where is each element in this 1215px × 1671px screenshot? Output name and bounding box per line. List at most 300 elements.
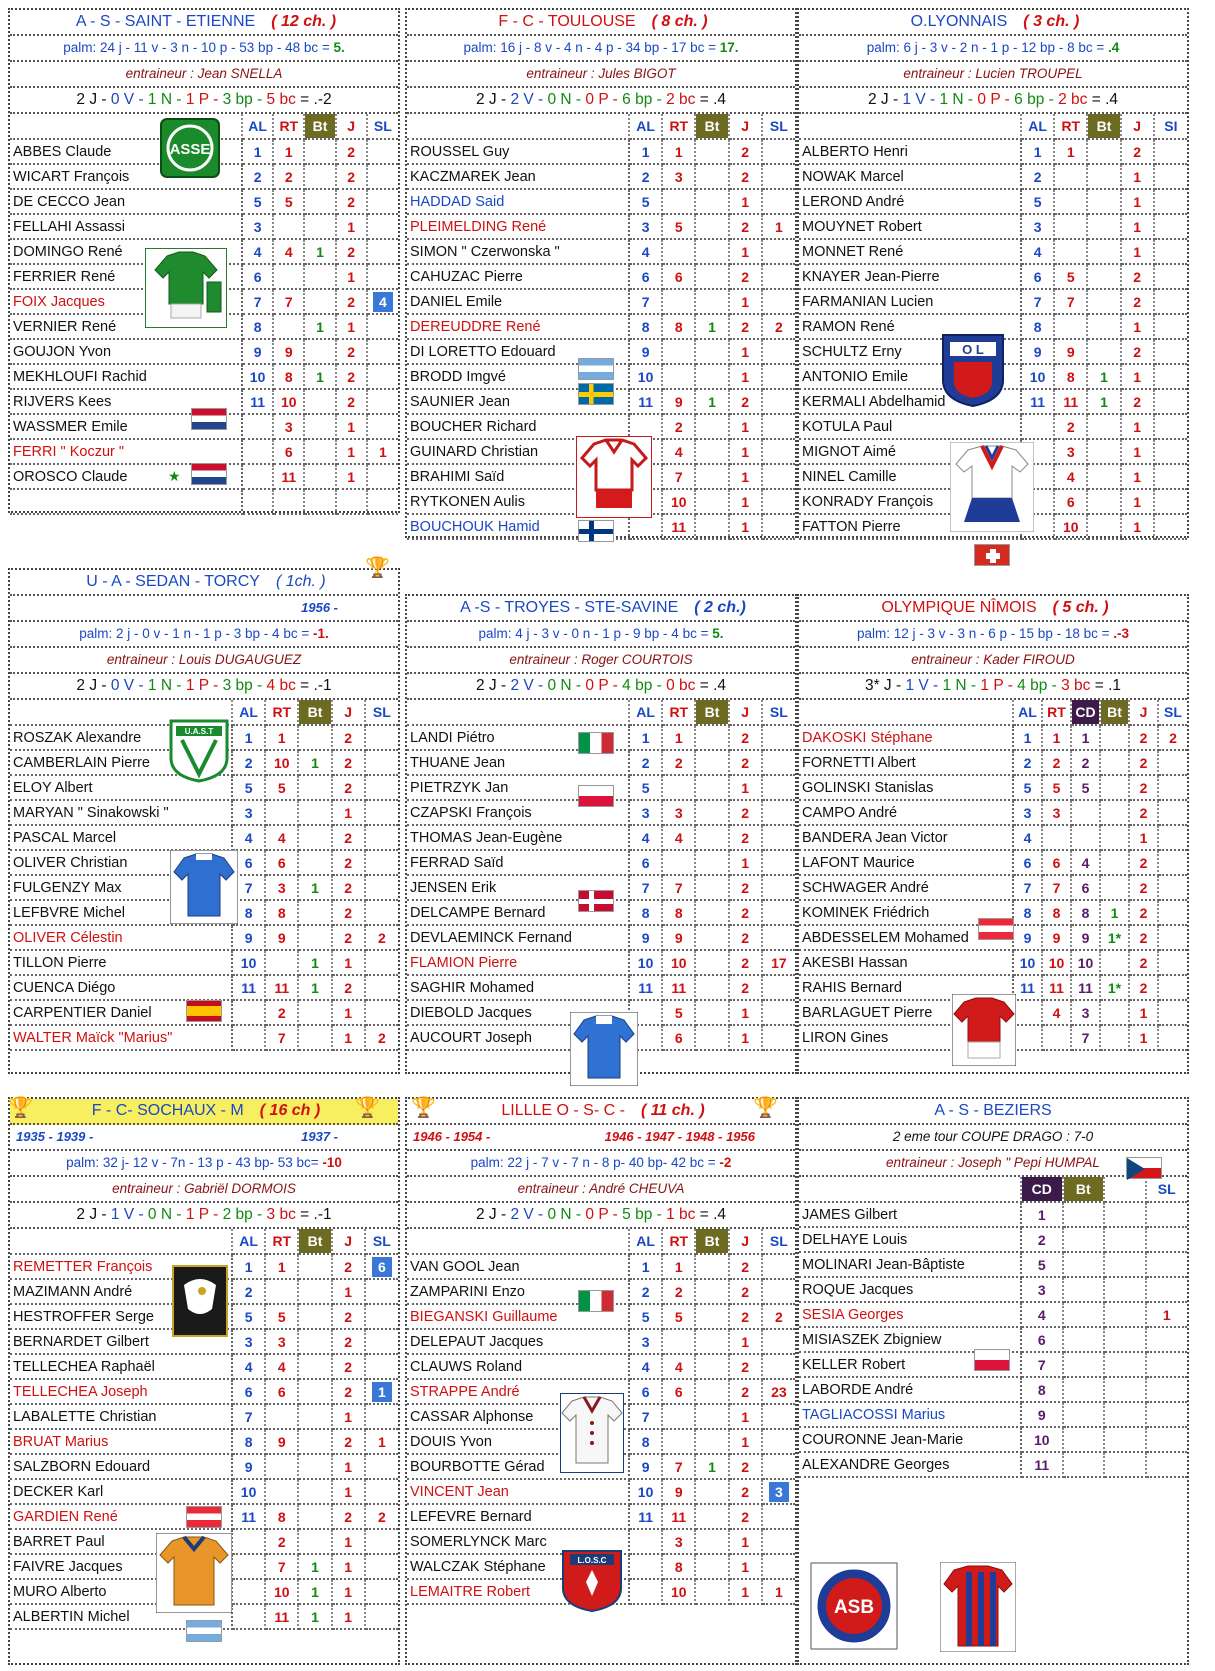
column-header-sl: SL	[365, 1229, 398, 1254]
netherlands-flag	[191, 463, 227, 485]
column-header-rt: RT	[662, 114, 695, 139]
stat-bt	[695, 950, 728, 975]
summary-j: 2 J -	[76, 1206, 107, 1223]
stat-sl	[762, 1279, 795, 1304]
stat-rt: 9	[662, 1479, 695, 1504]
stat-j: 2	[1129, 975, 1158, 1000]
stat-al: 4	[242, 239, 273, 264]
stat-sl	[762, 1504, 795, 1529]
player-name: BANDERA Jean Victor	[799, 825, 1013, 850]
stat-sl: 1	[762, 214, 795, 239]
column-header-sl: SL	[762, 700, 795, 725]
stat-al: 10	[629, 364, 662, 389]
stat-sl: 23	[762, 1379, 795, 1404]
player-name: STRAPPE André	[407, 1379, 629, 1404]
stat-j: 2	[332, 900, 365, 925]
stat-rt: 4	[1042, 1000, 1071, 1025]
stat-rt: 9	[265, 1429, 298, 1454]
stat-al: 10	[242, 364, 273, 389]
stat-sl	[762, 1529, 795, 1554]
player-row	[799, 1377, 1187, 1402]
stat-rt: 6	[662, 1379, 695, 1404]
player-name: MARYAN " Sinakowski "	[10, 800, 232, 825]
cup-years-left: 1935 - 1939 -	[16, 1129, 94, 1144]
stat-sl	[762, 389, 795, 414]
stat-j: 1	[729, 1025, 762, 1050]
table-header-row	[799, 114, 1187, 139]
stat-al: 11	[1021, 389, 1054, 414]
player-name: FERRI " Koczur "	[10, 439, 242, 464]
stat-sl: 2	[365, 1025, 398, 1050]
column-header-al: AL	[242, 114, 273, 139]
stat-al: 1	[1013, 725, 1042, 750]
stat-j	[336, 489, 367, 514]
stat-j: 1	[1121, 239, 1154, 264]
stat-bt	[1100, 825, 1129, 850]
stat-sl	[1146, 1227, 1188, 1252]
stat-rt	[265, 950, 298, 975]
stat-al: 2	[232, 1279, 265, 1304]
stat-rt: 10	[662, 1579, 695, 1604]
stat-bt: 1	[1087, 364, 1120, 389]
player-row	[799, 189, 1187, 214]
stat-rt: 2	[265, 1529, 298, 1554]
stat-bt	[695, 1354, 728, 1379]
stat-bt	[695, 800, 728, 825]
palmares	[799, 36, 1187, 62]
player-row	[799, 1402, 1187, 1427]
stat-bt	[298, 850, 331, 875]
player-row	[407, 239, 795, 264]
stat-rt: 2	[662, 1279, 695, 1304]
stat-al	[1013, 1025, 1042, 1050]
stat-rt	[662, 850, 695, 875]
column-header-j: J	[729, 114, 762, 139]
stat-al: 1	[1021, 139, 1054, 164]
stat-rt	[1054, 189, 1087, 214]
stat-rt: 7	[265, 1554, 298, 1579]
stat-bt	[298, 825, 331, 850]
stat-sl	[365, 1354, 398, 1379]
stat-j: 2	[729, 1454, 762, 1479]
stat-al: 6	[1021, 264, 1054, 289]
lyon-logo-text: O L	[962, 342, 984, 357]
stat-bt	[1100, 800, 1129, 825]
player-row	[799, 1227, 1187, 1252]
stat-bt	[1087, 214, 1120, 239]
stat-j: 1	[729, 464, 762, 489]
stat-al: 9	[232, 925, 265, 950]
player-row	[10, 364, 398, 389]
italy-flag	[578, 732, 614, 754]
stat-sl	[1158, 1000, 1187, 1025]
stat-bt	[1087, 514, 1120, 539]
stat-al: 4	[629, 1354, 662, 1379]
trophy-icon: 🏆	[365, 557, 390, 579]
stat-sl	[365, 825, 398, 850]
player-row	[799, 725, 1187, 750]
stat-bt: 1	[304, 239, 335, 264]
stat-j: 2	[729, 875, 762, 900]
stat-sl	[762, 1554, 795, 1579]
stat-al: 11	[629, 975, 662, 1000]
stat-bt	[1100, 950, 1129, 975]
stat-sl	[762, 189, 795, 214]
stat-cd: 9	[1071, 925, 1100, 950]
stat-rt: 8	[662, 900, 695, 925]
stat-al: 10	[232, 1479, 265, 1504]
stat-rt: 7	[265, 1025, 298, 1050]
summary-bp: 6 bp -	[1014, 91, 1054, 108]
stat-j: 1	[729, 1529, 762, 1554]
stat-j: 2	[1129, 725, 1158, 750]
stat-rt: 7	[662, 875, 695, 900]
player-name: JAMES Gilbert	[799, 1202, 1021, 1227]
stat-al: 9	[629, 1454, 662, 1479]
stat-rt: 5	[662, 1000, 695, 1025]
stat-al: 2	[242, 164, 273, 189]
player-name: RYTKONEN Aulis	[407, 489, 629, 514]
stat-sl	[365, 900, 398, 925]
summary-bc: 2 bc	[666, 91, 696, 108]
stat-rt: 11	[662, 514, 695, 539]
stat-al: 2	[1013, 750, 1042, 775]
player-table	[799, 1177, 1187, 1478]
column-header-sl: SL	[1158, 700, 1187, 725]
stat-rt: 8	[662, 1554, 695, 1579]
stat-sl: 1	[762, 1579, 795, 1604]
stat-sl	[365, 975, 398, 1000]
player-name: ELOY Albert	[10, 775, 232, 800]
stat-bt	[304, 489, 335, 514]
player-row	[10, 975, 398, 1000]
stat-bt	[298, 1404, 331, 1429]
player-name: BRODD Imgvé	[407, 364, 629, 389]
player-row	[407, 189, 795, 214]
stat-j: 2	[729, 825, 762, 850]
summary-d: = .-1	[300, 677, 332, 694]
stat-bt	[695, 1279, 728, 1304]
stat-sl	[1146, 1452, 1188, 1477]
stat-j: 1	[729, 1329, 762, 1354]
stat-j: 1	[729, 850, 762, 875]
stat-rt: 5	[273, 189, 304, 214]
player-name: FAIVRE Jacques	[10, 1554, 232, 1579]
stat-al: 9	[242, 339, 273, 364]
stat-cd: 10	[1021, 1427, 1063, 1452]
stat-sl	[367, 364, 398, 389]
column-header-name	[799, 1177, 1021, 1202]
asse-jersey	[145, 248, 227, 328]
stat-bt	[695, 875, 728, 900]
stat-cd	[1071, 800, 1100, 825]
stat-bt: 1	[695, 1454, 728, 1479]
player-name: SCHULTZ Erny	[799, 339, 1021, 364]
player-name: DECKER Karl	[10, 1479, 232, 1504]
column-header-name	[407, 1229, 629, 1254]
table-header-row	[799, 700, 1187, 725]
stat-bt: 1	[298, 1604, 331, 1629]
stat-rt: 9	[662, 925, 695, 950]
stat-al: 5	[1013, 775, 1042, 800]
stat-bt	[1100, 850, 1129, 875]
stat-al	[629, 1554, 662, 1579]
stat-rt: 2	[662, 414, 695, 439]
player-name: FERRAD Saïd	[407, 850, 629, 875]
stat-rt: 1	[662, 1254, 695, 1279]
lille-jersey	[560, 1393, 624, 1473]
stat-cd: 8	[1021, 1377, 1063, 1402]
stat-sl	[367, 389, 398, 414]
stat-j: 1	[336, 314, 367, 339]
summary-d: = .1	[1094, 677, 1122, 694]
stat-al: 11	[232, 975, 265, 1000]
season-summary	[407, 1203, 795, 1229]
stat-sl	[1158, 775, 1187, 800]
stat-sl	[365, 1254, 398, 1279]
team-header	[407, 1099, 795, 1125]
stat-j: 2	[729, 750, 762, 775]
player-row	[799, 1452, 1187, 1477]
stat-al: 10	[1021, 364, 1054, 389]
stat-al: 2	[629, 1279, 662, 1304]
stat-bt: 1	[1087, 389, 1120, 414]
column-header-x	[1104, 1177, 1146, 1202]
player-name: REMETTER François	[10, 1254, 232, 1279]
season-summary	[407, 674, 795, 700]
stat-bt	[304, 264, 335, 289]
stat-bt	[695, 239, 728, 264]
stat-al: 3	[232, 1329, 265, 1354]
stat-bt	[304, 464, 335, 489]
player-name: COURONNE Jean-Marie	[799, 1427, 1021, 1452]
lyon-jersey	[950, 442, 1034, 532]
player-name: RAHIS Bernard	[799, 975, 1013, 1000]
stat-sl: 1	[365, 1429, 398, 1454]
stat-sl	[1154, 239, 1187, 264]
player-name: ABDESSELEM Mohamed	[799, 925, 1013, 950]
stat-sl	[762, 514, 795, 539]
player-row	[10, 489, 398, 514]
stat-sl	[762, 1025, 795, 1050]
player-row	[10, 339, 398, 364]
stat-bt	[298, 775, 331, 800]
player-name: THUANE Jean	[407, 750, 629, 775]
palmares-result: 5.	[333, 40, 345, 55]
stat-bt	[304, 389, 335, 414]
stat-sl	[367, 264, 398, 289]
player-name: HESTROFFER Serge	[10, 1304, 232, 1329]
player-name: BOUCHER Richard	[407, 414, 629, 439]
stat-rt: 8	[1054, 364, 1087, 389]
player-name: ALBERTO Henri	[799, 139, 1021, 164]
stat-al: 1	[242, 139, 273, 164]
summary-j: 2 J -	[475, 677, 507, 694]
column-header-j: J	[336, 114, 367, 139]
stat-rt: 1	[265, 1254, 298, 1279]
stat-j: 1	[729, 289, 762, 314]
stat-al: 10	[232, 950, 265, 975]
summary-j: 2 J -	[867, 91, 899, 108]
stat-j: 1	[332, 1579, 365, 1604]
stat-rt	[273, 264, 304, 289]
stat-cd: 9	[1021, 1402, 1063, 1427]
stat-bt	[1100, 1025, 1129, 1050]
stat-al: 7	[629, 289, 662, 314]
palmares	[10, 622, 398, 648]
player-name: KNAYER Jean-Pierre	[799, 264, 1021, 289]
player-name: KELLER Robert	[799, 1352, 1021, 1377]
player-name: DAKOSKI Stéphane	[799, 725, 1013, 750]
player-name: WALTER Maïck "Marius"	[10, 1025, 232, 1050]
season-summary	[10, 88, 398, 114]
argentina-flag	[578, 358, 614, 380]
stat-al: 3	[629, 214, 662, 239]
stat-bt: 1	[298, 750, 331, 775]
table-header-row	[407, 1229, 795, 1254]
stat-bt: 1	[298, 1554, 331, 1579]
stat-x	[1104, 1202, 1146, 1227]
summary-bc: 0 bc	[666, 677, 696, 694]
stat-rt: 3	[662, 164, 695, 189]
stat-j: 1	[1129, 1000, 1158, 1025]
stat-rt: 11	[265, 1604, 298, 1629]
stat-sl	[762, 489, 795, 514]
stat-sl	[1154, 364, 1187, 389]
stat-rt: 2	[662, 750, 695, 775]
stat-j: 2	[1121, 339, 1154, 364]
stat-j: 1	[729, 1404, 762, 1429]
stat-j: 2	[1129, 950, 1158, 975]
player-name: FARMANIAN Lucien	[799, 289, 1021, 314]
stat-rt: 9	[1042, 925, 1071, 950]
stat-sl	[762, 725, 795, 750]
player-row	[799, 875, 1187, 900]
stat-j: 2	[1129, 925, 1158, 950]
column-header-j: J	[332, 1229, 365, 1254]
stat-j: 1	[332, 1554, 365, 1579]
column-header-rt: RT	[265, 1229, 298, 1254]
club-name: LILLLE O - S- C -	[501, 1102, 625, 1119]
stat-cd: 8	[1071, 900, 1100, 925]
club-name: F - C - TOULOUSE	[498, 13, 636, 30]
club-name: U - A - SEDAN - TORCY	[86, 573, 260, 590]
player-row	[799, 289, 1187, 314]
beziers-jersey	[940, 1562, 1016, 1652]
stat-sl	[762, 925, 795, 950]
stat-rt	[265, 1279, 298, 1304]
palmares-text: palm: 32 j- 12 v - 7n - 13 p - 43 bp- 53 bc=	[66, 1155, 319, 1170]
stat-rt: 10	[273, 389, 304, 414]
stat-sl	[365, 750, 398, 775]
stat-j: 1	[729, 189, 762, 214]
stat-rt: 4	[265, 1354, 298, 1379]
stat-sl	[367, 139, 398, 164]
stat-j: 1	[332, 1529, 365, 1554]
stat-sl	[1154, 339, 1187, 364]
team-header	[10, 10, 398, 36]
player-name: CUENCA Diégo	[10, 975, 232, 1000]
stat-bt	[695, 439, 728, 464]
player-name: OLIVER Christian	[10, 850, 232, 875]
stat-j: 1	[1121, 439, 1154, 464]
column-header-bt: Bt	[1063, 1177, 1105, 1202]
stat-j: 2	[336, 364, 367, 389]
player-row	[10, 800, 398, 825]
stat-sl	[1154, 414, 1187, 439]
player-name: CZAPSKI François	[407, 800, 629, 825]
player-name: LEMAITRE Robert	[407, 1579, 629, 1604]
palmares-result: .-3	[1113, 626, 1130, 641]
stat-j: 1	[1121, 164, 1154, 189]
stat-al: 8	[1013, 900, 1042, 925]
stat-bt	[304, 139, 335, 164]
player-name: LABALETTE Christian	[10, 1404, 232, 1429]
stat-rt	[1054, 214, 1087, 239]
stat-j: 2	[1121, 289, 1154, 314]
titles-count: ( 16 ch )	[259, 1102, 321, 1119]
austria-flag	[978, 918, 1014, 940]
stat-bt	[298, 1354, 331, 1379]
player-name: NOWAK Marcel	[799, 164, 1021, 189]
stat-sl-highlight: 4	[373, 292, 393, 312]
palmares-result: -2	[719, 1155, 732, 1170]
stat-sl	[1158, 875, 1187, 900]
sochaux-jersey	[156, 1533, 232, 1613]
player-name: FORNETTI Albert	[799, 750, 1013, 775]
stat-sl	[1146, 1327, 1188, 1352]
summary-n: 1 N -	[147, 91, 182, 108]
finland-flag	[578, 520, 614, 542]
player-name: LIRON Gines	[799, 1025, 1013, 1050]
cup-years-right: 1946 - 1947 - 1948 - 1956	[604, 1129, 755, 1144]
player-row	[10, 1454, 398, 1479]
stat-bt	[1087, 314, 1120, 339]
stat-rt: 8	[1042, 900, 1071, 925]
star-icon: ★	[168, 468, 181, 484]
stat-al: 1	[629, 139, 662, 164]
stat-rt: 7	[1042, 875, 1071, 900]
summary-bp: 6 bp -	[622, 91, 662, 108]
stat-j: 1	[729, 514, 762, 539]
stat-bt	[695, 189, 728, 214]
summary-j: 2 J -	[475, 1206, 507, 1223]
stat-rt: 8	[265, 900, 298, 925]
cup-years-right: 1956 -	[301, 600, 338, 615]
stat-j: 2	[332, 825, 365, 850]
stat-rt: 7	[273, 289, 304, 314]
beziers-logo	[810, 1562, 898, 1650]
player-name: CAMBERLAIN Pierre	[10, 750, 232, 775]
stat-al: 6	[242, 264, 273, 289]
stat-j: 2	[336, 139, 367, 164]
stat-bt	[695, 725, 728, 750]
sweden-flag	[578, 383, 614, 405]
stat-bt	[1063, 1202, 1105, 1227]
player-row	[799, 164, 1187, 189]
stat-al: 6	[629, 1379, 662, 1404]
column-header-name	[407, 700, 629, 725]
stat-rt	[662, 364, 695, 389]
coach: entraineur : Kader FIROUD	[799, 648, 1187, 674]
stat-bt	[695, 139, 728, 164]
season-summary	[10, 674, 398, 700]
player-name: OLIVER Célestin	[10, 925, 232, 950]
stat-bt	[298, 1000, 331, 1025]
stat-rt	[662, 239, 695, 264]
player-row	[407, 925, 795, 950]
stat-rt	[662, 289, 695, 314]
